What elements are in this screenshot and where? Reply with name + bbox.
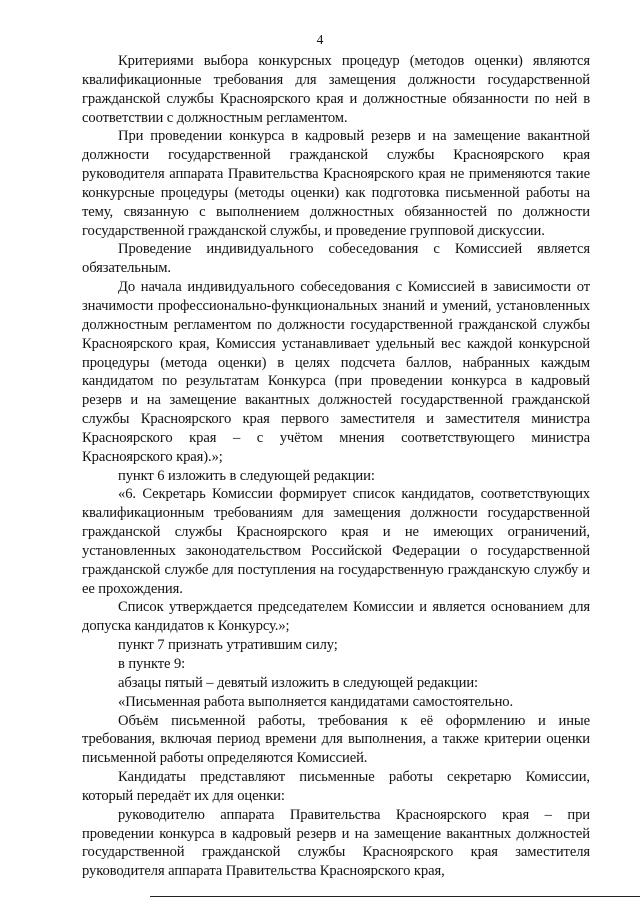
document-body bbox=[82, 52, 590, 881]
paragraph: Критериями выбора конкурсных процедур (методов оценки) являются квалификационные требования для замещения должности государственной гражданской службы Красноярского края и должностные обязанности по ней в соответствии с должностным регламентом. bbox=[82, 53, 590, 126]
paragraph: пункт 6 изложить в следующей редакции: bbox=[118, 467, 375, 484]
paragraph: Проведение индивидуального собеседования с Комиссией является обязательным. bbox=[82, 241, 590, 277]
paragraph: Список утверждается председателем Комиссии и является основанием для допуска кандидатов к Конкурсу.»; bbox=[82, 599, 590, 635]
bottom-divider bbox=[150, 896, 640, 897]
paragraph: абзацы пятый – девятый изложить в следующей редакции: bbox=[118, 674, 478, 691]
page-number: 4 bbox=[316, 32, 324, 47]
paragraph: Кандидаты представляют письменные работы секретарю Комиссии, который передаёт их для оценки: bbox=[82, 769, 590, 804]
paragraph: руководителю аппарата Правительства Красноярского края – при проведении конкурса в кадровый резерв и на замещение вакантных должностей государственной гражданской службы Красноярского края заместителя руководителя аппарата Правительства Красноярского края, bbox=[82, 806, 590, 880]
paragraph: Объём письменной работы, требования к её оформлению и иные требования, включая период времени для выполнения, а также критерии оценки письменной работы определяются Комиссией. bbox=[82, 712, 590, 767]
paragraph: При проведении конкурса в кадровый резерв и на замещение вакантной должности государственной гражданской службы Красноярского края руководителя аппарата Правительства Красноярского края не применяются такие конкурсные процедуры (методы оценки) как подготовка письменной работы на тему, связанную с выполнением должностных обязанностей по должности государственной гражданской службы, и проведение групповой дискуссии. bbox=[82, 128, 590, 239]
paragraph: пункт 7 признать утратившим силу; bbox=[118, 637, 338, 654]
paragraph: «6. Секретарь Комиссии формирует список кандидатов, соответствующих квалификационным требованиям для замещения должности государственной гражданской службы Красноярского края и не имеющих ограничений, установленных законодательством Российской Федерации о государственной гражданской службе для поступления на государственную гражданскую службу и ее прохождения. bbox=[82, 486, 590, 597]
paragraph: До начала индивидуального собеседования с Комиссией в зависимости от значимости профессионально-функциональных знаний и умений, установленных должностным регламентом по должности государственной гражданской службы Красноярского края, Комиссия устанавливает удельный вес каждой конкурсной процедуры (метода оценки) в целях подсчета баллов, набранных каждым кандидатом по результатам Конкурса (при проведении конкурса в кадровый резерв и на замещение вакантных должностей государственной гражданской службы Красноярского края первого заместителя и заместителя министра Красноярского края – с учётом мнения соответствующего министра Красноярского края).»; bbox=[82, 279, 590, 465]
paragraph: в пункте 9: bbox=[118, 656, 186, 672]
paragraph: «Письменная работа выполняется кандидатами самостоятельно. bbox=[118, 693, 514, 710]
